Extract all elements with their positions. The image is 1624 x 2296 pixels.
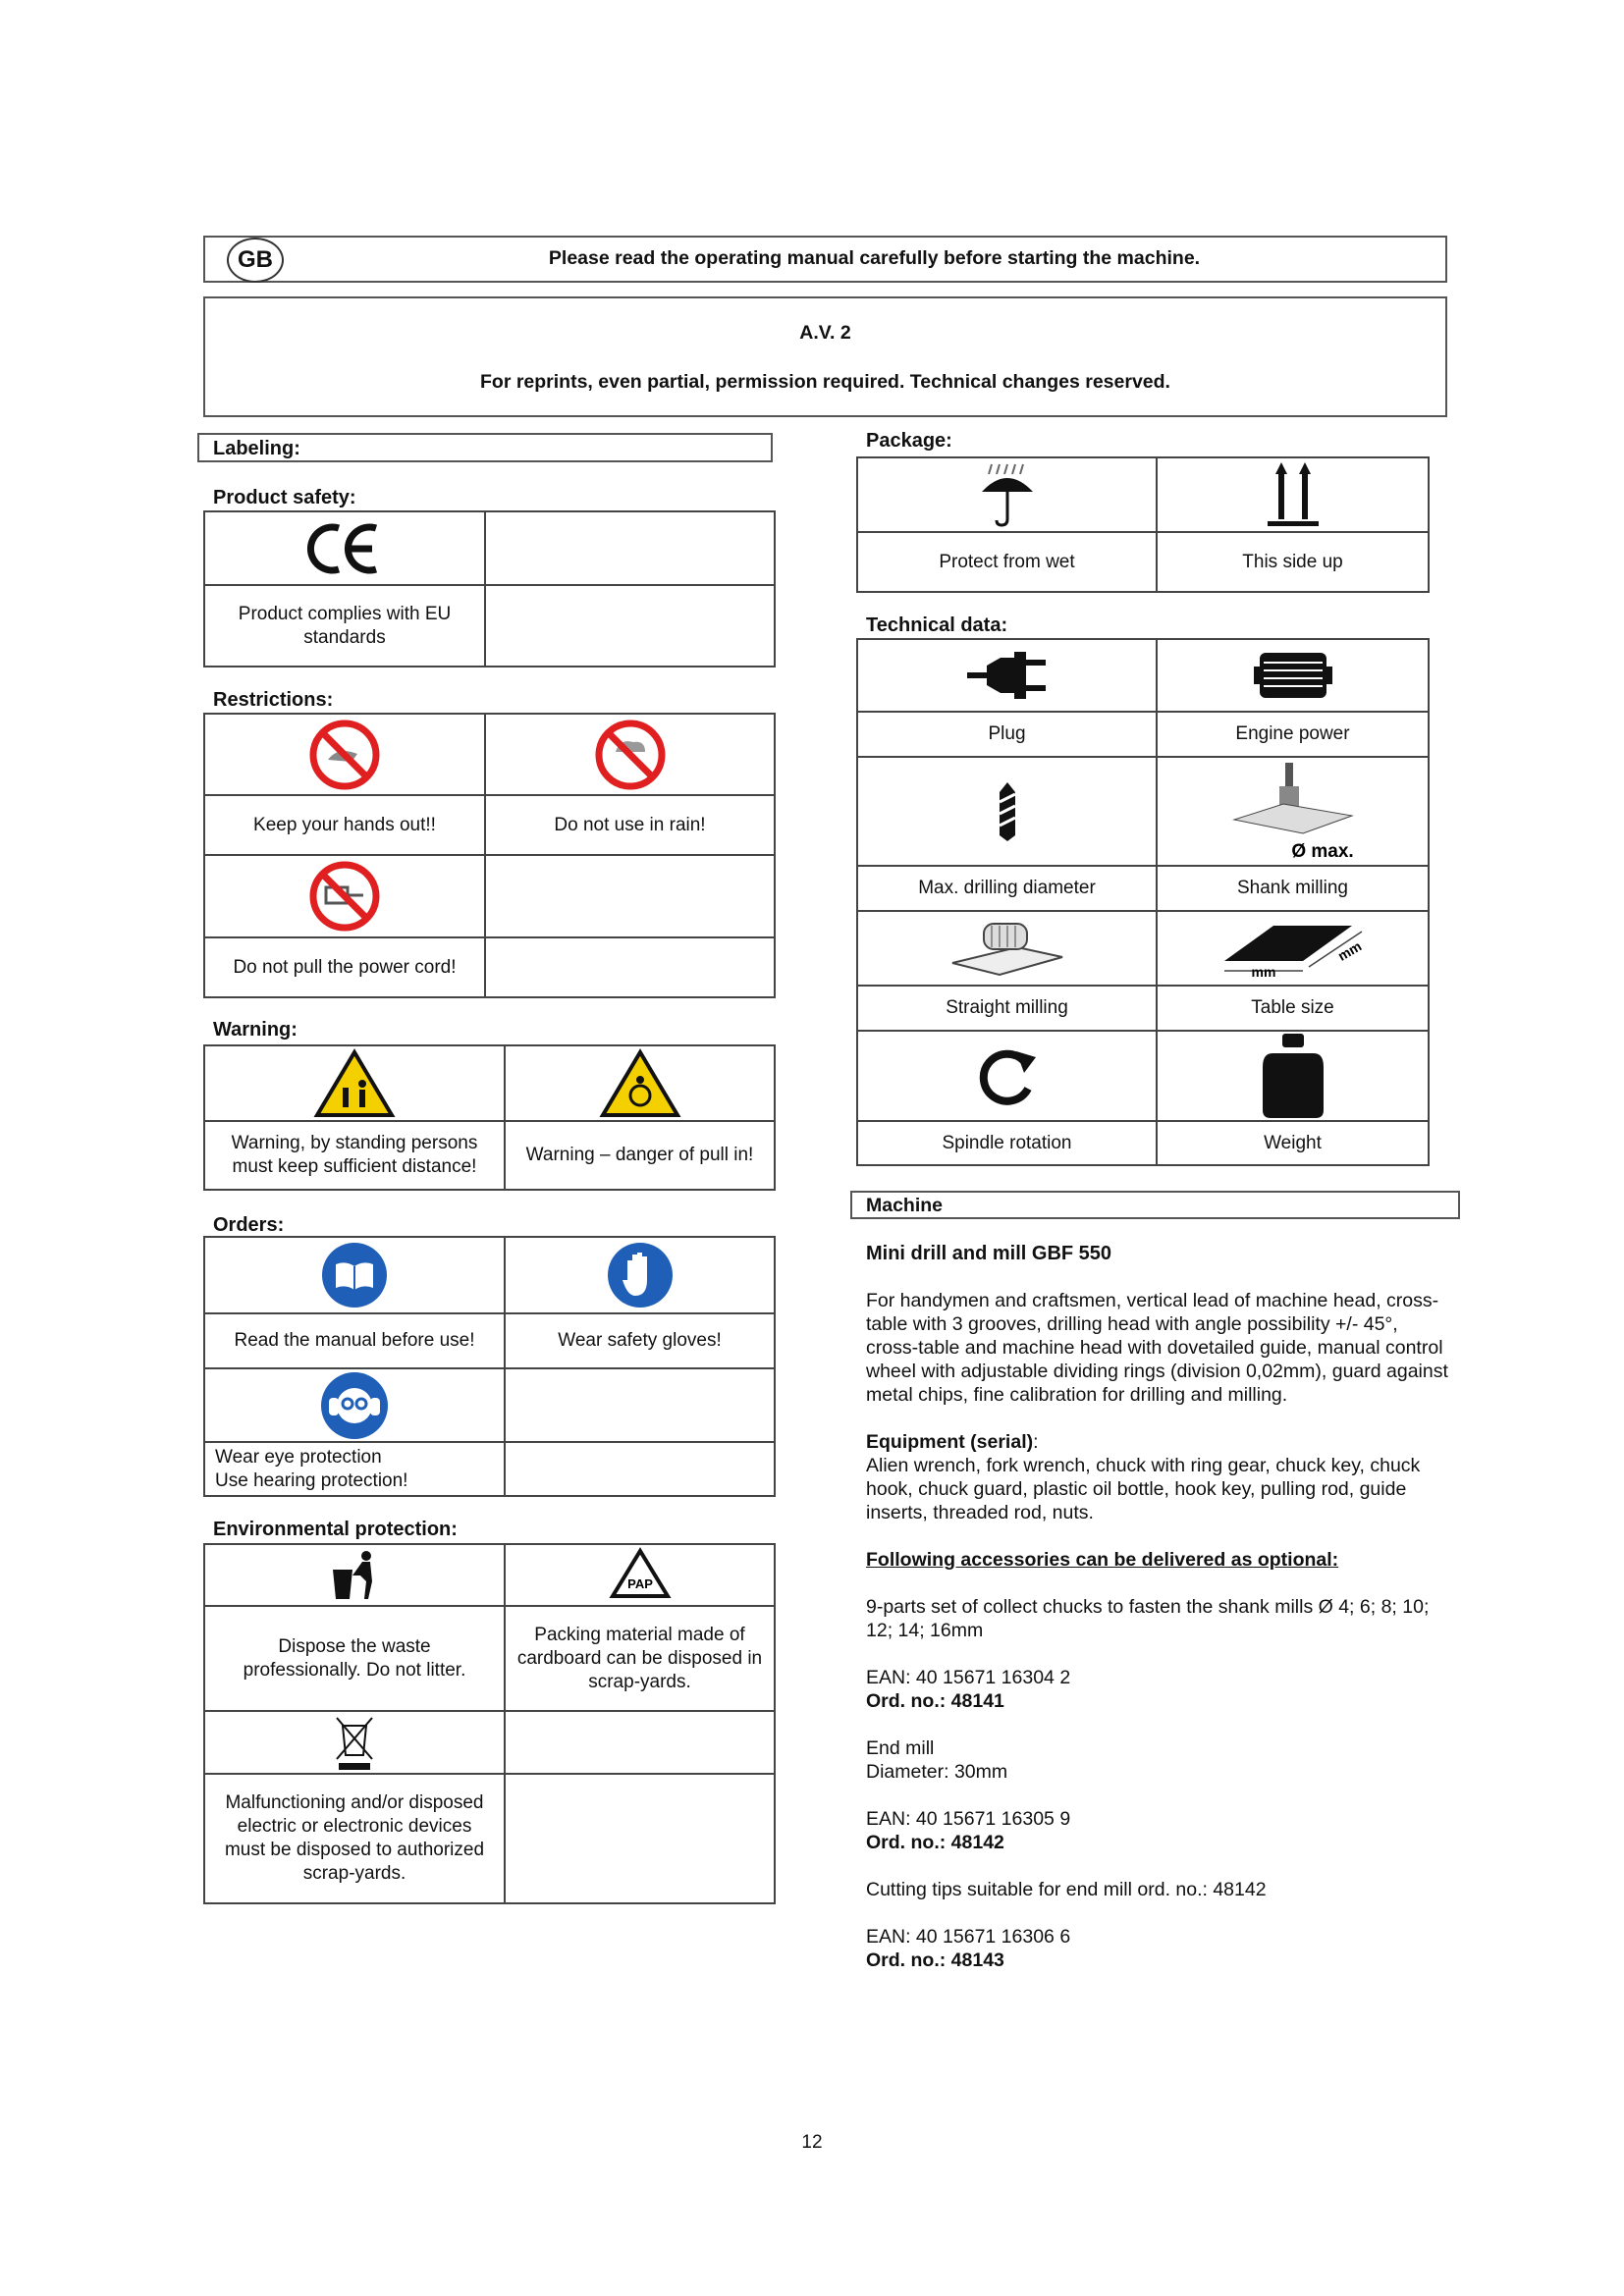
- equipment-label: Equipment (serial): [866, 1431, 1034, 1453]
- accessory-3-desc: Cutting tips suitable for end mill ord. no.: 48142: [866, 1879, 1267, 1900]
- plug-icon: [965, 648, 1050, 703]
- labeling-heading-box: [197, 433, 773, 462]
- technical-table: [856, 638, 1430, 1166]
- engine-power-label: Engine power: [1157, 712, 1429, 757]
- dispose-waste-icon: [327, 1548, 382, 1603]
- restrictions-table: [203, 713, 776, 998]
- straight-milling-label: Straight milling: [857, 986, 1157, 1031]
- version-box: [203, 296, 1447, 417]
- no-hands-icon: [308, 719, 381, 791]
- spindle-rotation-label: Spindle rotation: [857, 1121, 1157, 1165]
- warning-pull-in-icon: [599, 1048, 681, 1119]
- machine-title: Mini drill and mill GBF 550: [866, 1243, 1112, 1264]
- shank-milling-label: Shank milling: [1157, 866, 1429, 911]
- protect-wet-label: Protect from wet: [857, 532, 1157, 592]
- accessory-2-ean: EAN: 40 15671 16305 9: [866, 1808, 1071, 1830]
- accessory-1-ean: EAN: 40 15671 16304 2: [866, 1667, 1071, 1688]
- warning-distance-label: Warning, by standing persons must keep sufficient distance!: [204, 1121, 505, 1190]
- spindle-rotation-icon: [973, 1043, 1042, 1108]
- accessory-1-ord: Ord. no.: 48141: [866, 1690, 1004, 1712]
- no-pull-cord-label: Do not pull the power cord!: [204, 937, 485, 997]
- weee-label: Malfunctioning and/or disposed electric or electronic devices must be disposed to authorized scrap-yards.: [204, 1774, 505, 1903]
- weight-label: Weight: [1157, 1121, 1429, 1165]
- engine-power-icon: [1252, 647, 1334, 704]
- recycle-pap-icon: [609, 1547, 672, 1604]
- this-side-up-icon: [1264, 460, 1323, 529]
- labeling-heading: Labeling:: [213, 438, 300, 459]
- straight-milling-icon: [948, 916, 1066, 981]
- page-number: 12: [801, 2132, 823, 2153]
- read-manual-label: Read the manual before use!: [204, 1313, 505, 1368]
- safety-gloves-label: Wear safety gloves!: [505, 1313, 775, 1368]
- accessory-2-ord: Ord. no.: 48142: [866, 1832, 1004, 1853]
- safety-gloves-icon: [606, 1241, 675, 1309]
- table-size-icon: [1205, 916, 1381, 981]
- environmental-heading: Environmental protection:: [213, 1519, 458, 1540]
- notice-text: Please read the operating manual carefully before starting the machine.: [548, 247, 1201, 269]
- table-icon-text-2: mm: [1334, 937, 1364, 964]
- plug-label: Plug: [857, 712, 1157, 757]
- hearing-protection-label: Use hearing protection!: [215, 1469, 408, 1491]
- warning-table: [203, 1044, 776, 1191]
- shank-milling-icon: [1224, 761, 1362, 863]
- shank-icon-text: Ø max.: [1290, 840, 1354, 862]
- umbrella-icon: [978, 462, 1037, 527]
- warning-heading: Warning:: [213, 1019, 298, 1041]
- machine-description-text: For handymen and craftsmen, vertical lead of machine head, cross-table with 3 grooves, drilling head with angle possibility +/- 45°, cross-table and machine head with dovetailed guide, manual control wheel with adjustable dividing rings (division 0,02mm), guard against metal chips, fine calibration for drilling and milling.: [866, 1290, 1448, 1406]
- ce-mark-icon: [305, 522, 384, 575]
- country-badge: GB: [227, 238, 284, 283]
- accessory-1-desc: 9-parts set of collect chucks to fasten the shank mills Ø 4; 6; 8; 10; 12; 14; 16mm: [866, 1596, 1430, 1641]
- this-side-up-label: This side up: [1157, 532, 1429, 592]
- technical-heading: Technical data:: [866, 614, 1008, 636]
- accessory-3-ord: Ord. no.: 48143: [866, 1949, 1004, 1971]
- accessory-3-ean: EAN: 40 15671 16306 6: [866, 1926, 1071, 1948]
- product-safety-table: [203, 510, 776, 667]
- package-heading: Package:: [866, 430, 952, 452]
- machine-heading-box: [850, 1191, 1460, 1219]
- table-size-label: Table size: [1157, 986, 1429, 1031]
- accessory-2-diameter: Diameter: 30mm: [866, 1761, 1008, 1783]
- max-drilling-label: Max. drilling diameter: [857, 866, 1157, 911]
- version-title: A.V. 2: [799, 322, 851, 344]
- pap-text: PAP: [626, 1575, 653, 1591]
- notice-header: [203, 236, 1447, 283]
- dispose-waste-label: Dispose the waste professionally. Do not litter.: [204, 1606, 505, 1711]
- weight-icon: [1259, 1032, 1327, 1120]
- environmental-table: [203, 1543, 776, 1904]
- optional-heading: Following accessories can be delivered as optional:: [866, 1549, 1339, 1571]
- warning-distance-icon: [313, 1048, 396, 1119]
- equipment-text: Alien wrench, fork wrench, chuck with ring gear, chuck key, chuck hook, chuck guard, plastic oil bottle, hook key, pulling rod, guide inserts, threaded rod, nuts.: [866, 1455, 1421, 1523]
- read-manual-icon: [320, 1241, 389, 1309]
- accessory-2-desc: End mill: [866, 1737, 935, 1759]
- product-safety-heading: Product safety:: [213, 487, 356, 508]
- orders-heading: Orders:: [213, 1214, 285, 1236]
- pap-label: Packing material made of cardboard can be disposed in scrap-yards.: [505, 1606, 775, 1711]
- eye-ear-protection-icon: [319, 1370, 390, 1441]
- restrictions-heading: Restrictions:: [213, 689, 334, 711]
- table-icon-text-1: mm: [1251, 964, 1275, 980]
- copyright-text: For reprints, even partial, permission required. Technical changes reserved.: [480, 371, 1170, 393]
- no-hands-label: Keep your hands out!!: [204, 795, 485, 855]
- no-pull-cord-icon: [308, 860, 381, 933]
- warning-pull-in-label: Warning – danger of pull in!: [505, 1121, 775, 1190]
- eye-protection-label: Wear eye protection: [215, 1446, 382, 1468]
- package-table: [856, 456, 1430, 593]
- orders-table: [203, 1236, 776, 1497]
- machine-description: Mini drill and mill GBF 550 For handymen and craftsmen, vertical lead of machine head, cross-table with 3 grooves, drilling head with angle possibility +/- 45°, cross-table and machine head with dovetailed guide, manual control wheel with adjustable dividing rings (division 0,02mm), guard against metal chips, fine calibration for drilling and milling. Equipment (serial): Alien wrench, fork wrench, chuck with ring gear, chuck key, chuck hook, chuck guard, plastic oil bottle, hook key, pulling rod, guide inserts, threaded rod, nuts. Following accessories can be delivered as optional: 9-parts set of collect chucks to fasten the shank mills Ø 4; 6; 8; 10; 12; 14; 16mm EAN: 40 15671 16304 2 Ord. no.: 48141 End mill Diameter: 30mm EAN: 40 15671 16305 9 Ord. no.: 48142 Cutting tips suitable for end mill ord. no.: 48142 EAN: 40 15671 16306 6 Ord. no.: 48143: [866, 1242, 1455, 1996]
- no-rain-label: Do not use in rain!: [485, 795, 775, 855]
- drill-bit-icon: [996, 780, 1019, 843]
- no-rain-icon: [594, 719, 667, 791]
- weee-bin-icon: [333, 1714, 376, 1771]
- machine-heading: Machine: [866, 1195, 944, 1216]
- ce-label: Product complies with EU standards: [204, 585, 485, 667]
